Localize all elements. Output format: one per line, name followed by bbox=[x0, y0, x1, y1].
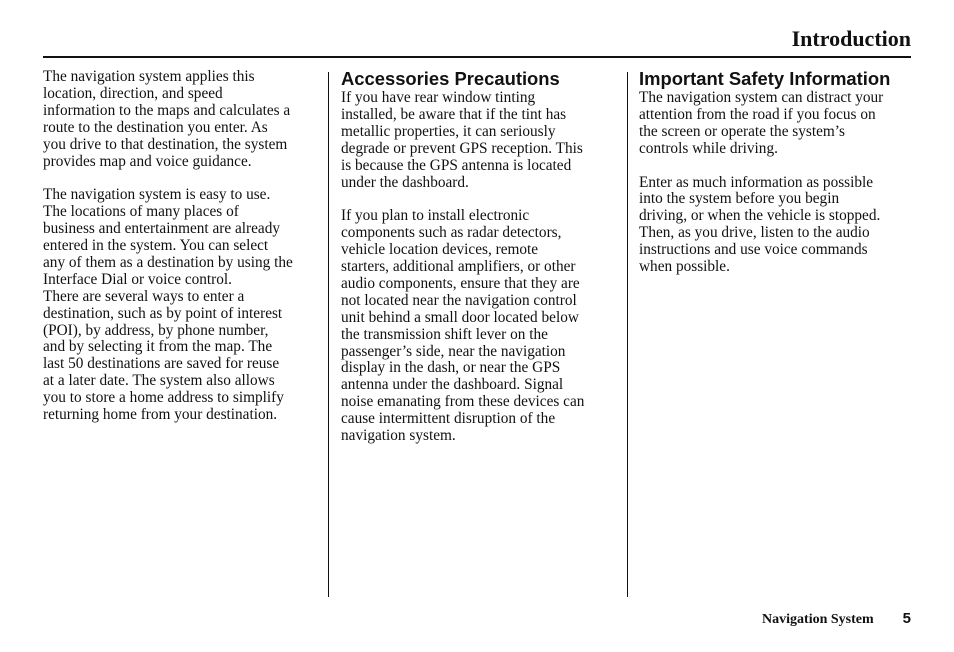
text-line: when possible. bbox=[639, 258, 730, 276]
text-line: (POI), by address, by phone number, bbox=[43, 321, 269, 339]
text-line: is because the GPS antenna is located bbox=[341, 156, 572, 174]
text-line: not located near the navigation control bbox=[341, 291, 577, 309]
text-line: driving, or when the vehicle is stopped. bbox=[639, 207, 881, 225]
text-line: noise emanating from these devices can bbox=[341, 393, 585, 411]
text-line: If you plan to install electronic bbox=[341, 207, 530, 225]
text-line: under the dashboard. bbox=[341, 173, 469, 191]
page-title: Introduction bbox=[791, 26, 911, 51]
paragraph-electronic-components bbox=[341, 208, 616, 445]
text-line: Enter as much information as possible bbox=[639, 173, 874, 191]
text-line: last 50 destinations are saved for reuse bbox=[43, 355, 280, 373]
text-line: cause intermittent disruption of the bbox=[341, 410, 556, 428]
text-line: information to the maps and calculates a bbox=[43, 101, 291, 119]
text-line: and by selecting it from the map. The bbox=[43, 338, 273, 356]
text-line: The locations of many places of bbox=[43, 203, 239, 221]
footer-section-label: Navigation System bbox=[762, 612, 874, 627]
paragraph-enter-information bbox=[639, 175, 914, 276]
text-line: controls while driving. bbox=[639, 139, 778, 157]
text-line: Then, as you drive, listen to the audio bbox=[639, 224, 870, 242]
text-line: Interface Dial or voice control. bbox=[43, 270, 232, 288]
text-line: business and entertainment are already bbox=[43, 220, 281, 238]
text-line: display in the dash, or near the GPS bbox=[341, 359, 561, 377]
text-line: at a later date. The system also allows bbox=[43, 372, 275, 390]
text-line: metallic properties, it can seriously bbox=[341, 122, 556, 140]
text-line: destination, such as by point of interest bbox=[43, 304, 283, 322]
paragraph-window-tinting bbox=[341, 90, 616, 191]
section-heading-accessories: Accessories Precautions bbox=[341, 68, 560, 89]
text-line: antenna under the dashboard. Signal bbox=[341, 376, 564, 394]
column-introduction-body bbox=[43, 69, 318, 441]
column-divider bbox=[627, 72, 628, 597]
text-line: unit behind a small door located below bbox=[341, 308, 579, 326]
header-rule bbox=[43, 56, 911, 58]
text-line: components such as radar detectors, bbox=[341, 224, 562, 242]
paragraph-guidance bbox=[43, 69, 318, 170]
text-line: returning home from your destination. bbox=[43, 406, 278, 424]
text-line: entered in the system. You can select bbox=[43, 237, 269, 255]
text-line: navigation system. bbox=[341, 427, 456, 445]
column-accessories-precautions bbox=[341, 69, 616, 462]
text-line: you drive to that destination, the system bbox=[43, 135, 288, 153]
text-line: starters, additional amplifiers, or other bbox=[341, 258, 576, 276]
text-line: If you have rear window tinting bbox=[341, 89, 536, 106]
text-line: The navigation system is easy to use. bbox=[43, 186, 271, 204]
text-line: vehicle location devices, remote bbox=[341, 241, 539, 259]
text-line: The navigation system applies this bbox=[43, 68, 255, 85]
paragraph-distraction bbox=[639, 90, 914, 158]
column-safety-information bbox=[639, 69, 914, 293]
paragraph-easy-to-use bbox=[43, 187, 318, 288]
text-line: the transmission shift lever on the bbox=[341, 325, 548, 343]
text-line: degrade or prevent GPS reception. This bbox=[341, 139, 583, 157]
text-line: route to the destination you enter. As bbox=[43, 118, 268, 136]
text-line: audio components, ensure that they are bbox=[341, 274, 580, 292]
text-line: attention from the road if you focus on bbox=[639, 105, 876, 123]
text-line: the screen or operate the system’s bbox=[639, 122, 846, 140]
page-number: 5 bbox=[902, 610, 911, 627]
text-line: provides map and voice guidance. bbox=[43, 152, 252, 170]
text-line: instructions and use voice commands bbox=[639, 241, 868, 259]
text-line: installed, be aware that if the tint has bbox=[341, 105, 567, 123]
text-line: any of them as a destination by using the bbox=[43, 253, 293, 271]
text-line: you to store a home address to simplify bbox=[43, 389, 284, 407]
page-footer bbox=[762, 610, 911, 628]
column-divider bbox=[328, 72, 329, 597]
text-line: There are several ways to enter a bbox=[43, 287, 245, 305]
paragraph-ways-to-enter bbox=[43, 289, 318, 424]
text-line: into the system before you begin bbox=[639, 190, 840, 208]
text-line: The navigation system can distract your bbox=[639, 89, 884, 106]
text-line: location, direction, and speed bbox=[43, 84, 223, 102]
text-line: passenger’s side, near the navigation bbox=[341, 342, 566, 360]
section-heading-safety: Important Safety Information bbox=[639, 68, 891, 89]
